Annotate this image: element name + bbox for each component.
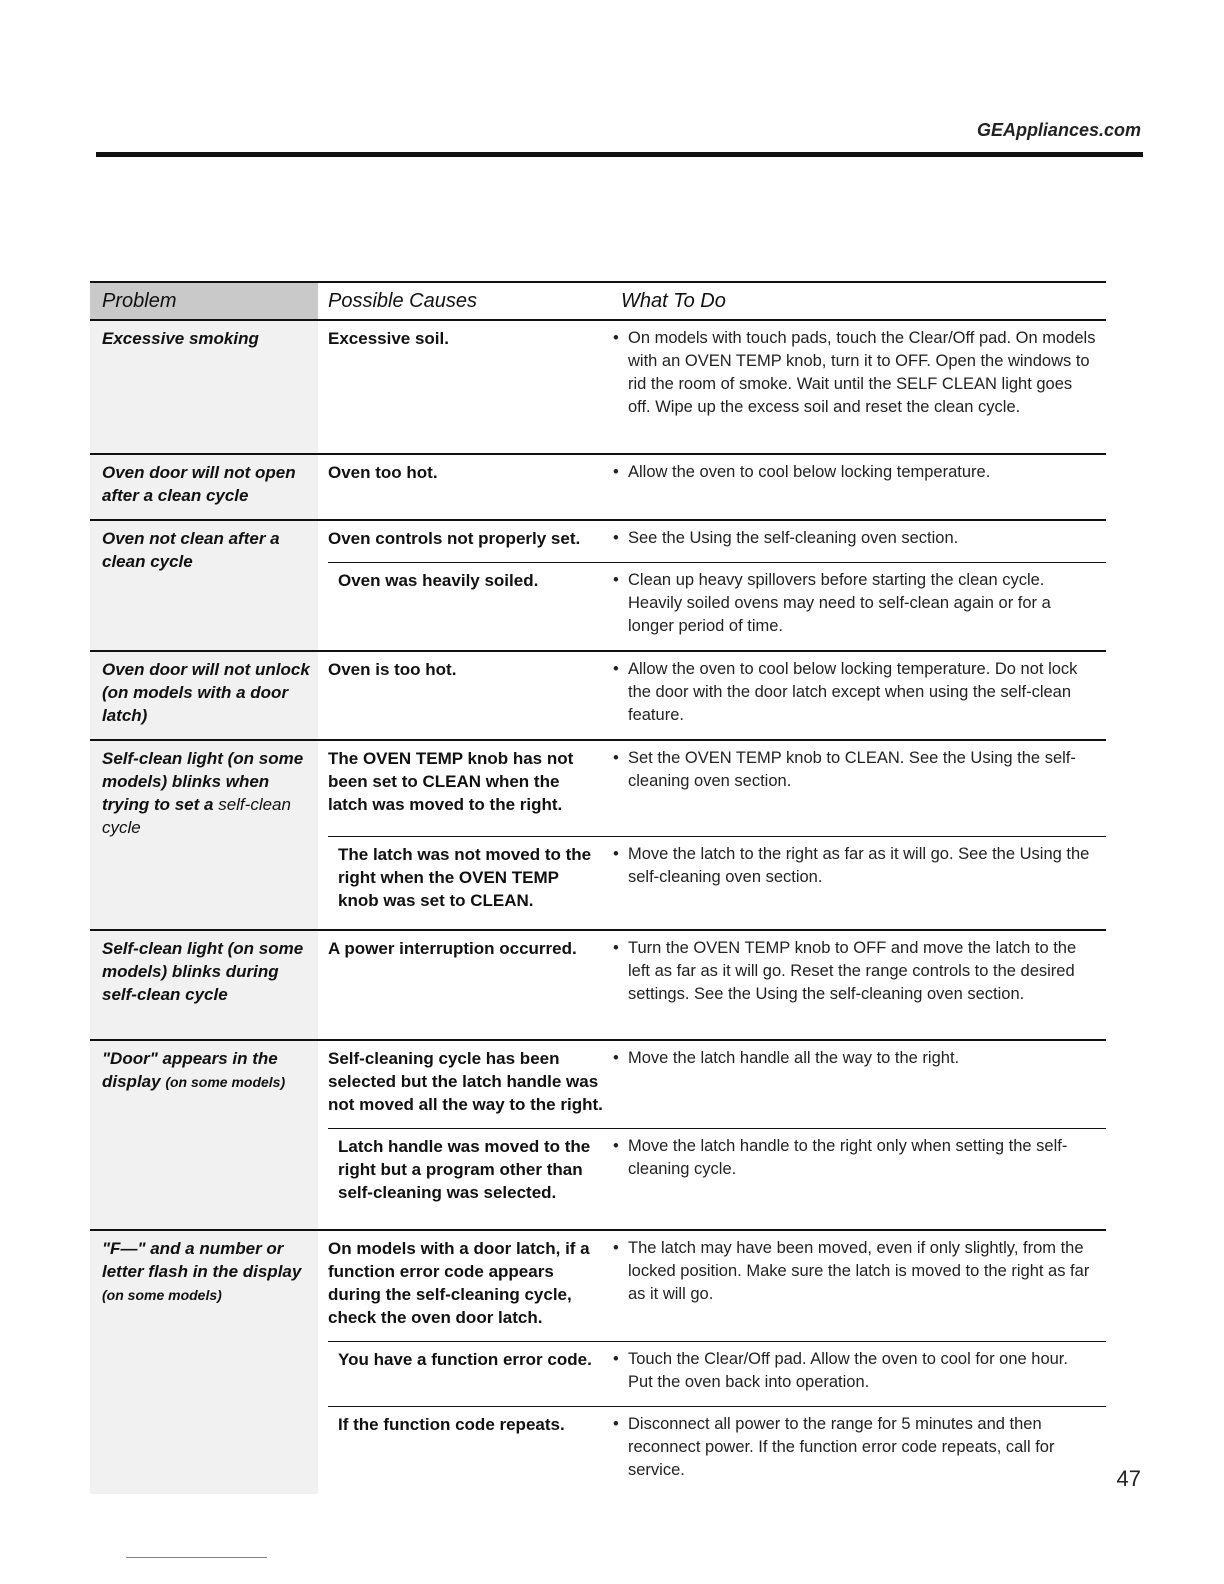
todo-text: • The latch may have been moved, even if only slightly, from the locked position. Make sure the latch is moved to the right as far as it will go. [611, 1237, 1106, 1329]
cause-text: Excessive soil. [328, 329, 449, 348]
cause-text: Oven controls not properly set. [328, 529, 581, 548]
cause-text: Oven too hot. [328, 463, 438, 482]
table-row [90, 521, 1106, 652]
table-row [90, 455, 1106, 521]
todo-text: • Disconnect all power to the range for 5 minutes and then reconnect power. If the function error code repeats, call for service. [611, 1413, 1106, 1482]
table-row [90, 931, 1106, 1041]
cause-item [328, 1128, 1106, 1216]
cause-text: Oven was heavily soiled. [338, 571, 539, 590]
cause-text: Self-cleaning cycle has been selected but the latch handle was not moved all the way to the right. [328, 1049, 603, 1114]
table-row [90, 1041, 1106, 1231]
header-problem: Problem [90, 283, 318, 319]
cause-item [328, 836, 1106, 924]
cause-text: On models with a door latch, if a function error code appears during the self-cleaning cycle, check the oven door latch. [328, 1239, 590, 1327]
cause-item [328, 1341, 1106, 1406]
cause-text: The OVEN TEMP knob has not been set to CLEAN when the latch was moved to the right. [328, 749, 574, 814]
todo-text: • Turn the OVEN TEMP knob to OFF and move the latch to the left as far as it will go. Reset the range controls to the desired settings. See the Using the self-cleaning oven section. [611, 937, 1106, 1006]
todo-text: • Touch the Clear/Off pad. Allow the oven to cool for one hour. Put the oven back into operation. [611, 1348, 1106, 1394]
page-number: 47 [1116, 1466, 1141, 1491]
top-rule [96, 152, 1143, 157]
todo-text: • Clean up heavy spillovers before starting the clean cycle. Heavily soiled ovens may need to self-clean again or for a longer period of time. [611, 569, 1106, 638]
problem-cell: Oven not clean after a clean cycle [90, 521, 318, 650]
cause-item [318, 741, 1106, 836]
header-what-to-do: What To Do [621, 290, 726, 312]
cause-item [318, 455, 1106, 496]
problem-cell: Excessive smoking [90, 321, 318, 453]
cause-text: If the function code repeats. [338, 1415, 565, 1434]
todo-text: • On models with touch pads, touch the Clear/Off pad. On models with an OVEN TEMP knob, turn it to OFF. Open the windows to rid the room of smoke. Wait until the SELF CLEAN light goes off. Wipe up the excess soil and reset the clean cycle. [611, 327, 1106, 419]
header-possible-causes: Possible Causes [328, 290, 477, 312]
cause-item [318, 521, 1106, 562]
troubleshooting-table [90, 281, 1106, 1494]
cause-item [328, 562, 1106, 650]
cause-item [318, 931, 1106, 1018]
problem-cell: Self-clean light (on some models) blinks when trying to set a self-clean cycle [90, 741, 318, 929]
site-url: GEAppliances.com [976, 120, 1141, 140]
cause-text: Oven is too hot. [328, 660, 457, 679]
table-row [90, 741, 1106, 931]
bottom-link-underline [126, 1557, 267, 1558]
table-row [90, 321, 1106, 455]
cause-item [318, 1231, 1106, 1341]
problem-cell: Oven door will not unlock (on models with a door latch) [90, 652, 318, 739]
cause-item [318, 321, 1106, 431]
table-row [90, 652, 1106, 741]
problem-cell: Self-clean light (on some models) blinks during self-clean cycle [90, 931, 318, 1039]
problem-cell: "F—" and a number or letter flash in the display (on some models) [90, 1231, 318, 1494]
cause-text: A power interruption occurred. [328, 939, 577, 958]
todo-text: • Set the OVEN TEMP knob to CLEAN. See the Using the self-cleaning oven section. [611, 747, 1106, 816]
todo-text: • Allow the oven to cool below locking temperature. Do not lock the door with the door latch except when using the self-clean feature. [611, 658, 1106, 727]
todo-text: • See the Using the self-cleaning oven section. [611, 527, 1106, 550]
todo-text: • Allow the oven to cool below locking temperature. [611, 461, 1106, 484]
cause-text: Latch handle was moved to the right but a program other than self-cleaning was selected. [338, 1137, 591, 1202]
table-row [90, 1231, 1106, 1494]
todo-text: • Move the latch handle to the right only when setting the self-cleaning cycle. [611, 1135, 1106, 1204]
cause-text: The latch was not moved to the right when the OVEN TEMP knob was set to CLEAN. [338, 845, 592, 910]
problem-cell: "Door" appears in the display (on some models) [90, 1041, 318, 1229]
todo-text: • Move the latch to the right as far as it will go. See the Using the self-cleaning oven section. [611, 843, 1106, 912]
todo-text: • Move the latch handle all the way to the right. [611, 1047, 1106, 1116]
cause-item [318, 652, 1106, 739]
problem-cell: Oven door will not open after a clean cycle [90, 455, 318, 519]
cause-item [318, 1041, 1106, 1128]
table-header [90, 283, 1106, 321]
cause-text: You have a function error code. [338, 1350, 592, 1369]
cause-item [328, 1406, 1106, 1494]
